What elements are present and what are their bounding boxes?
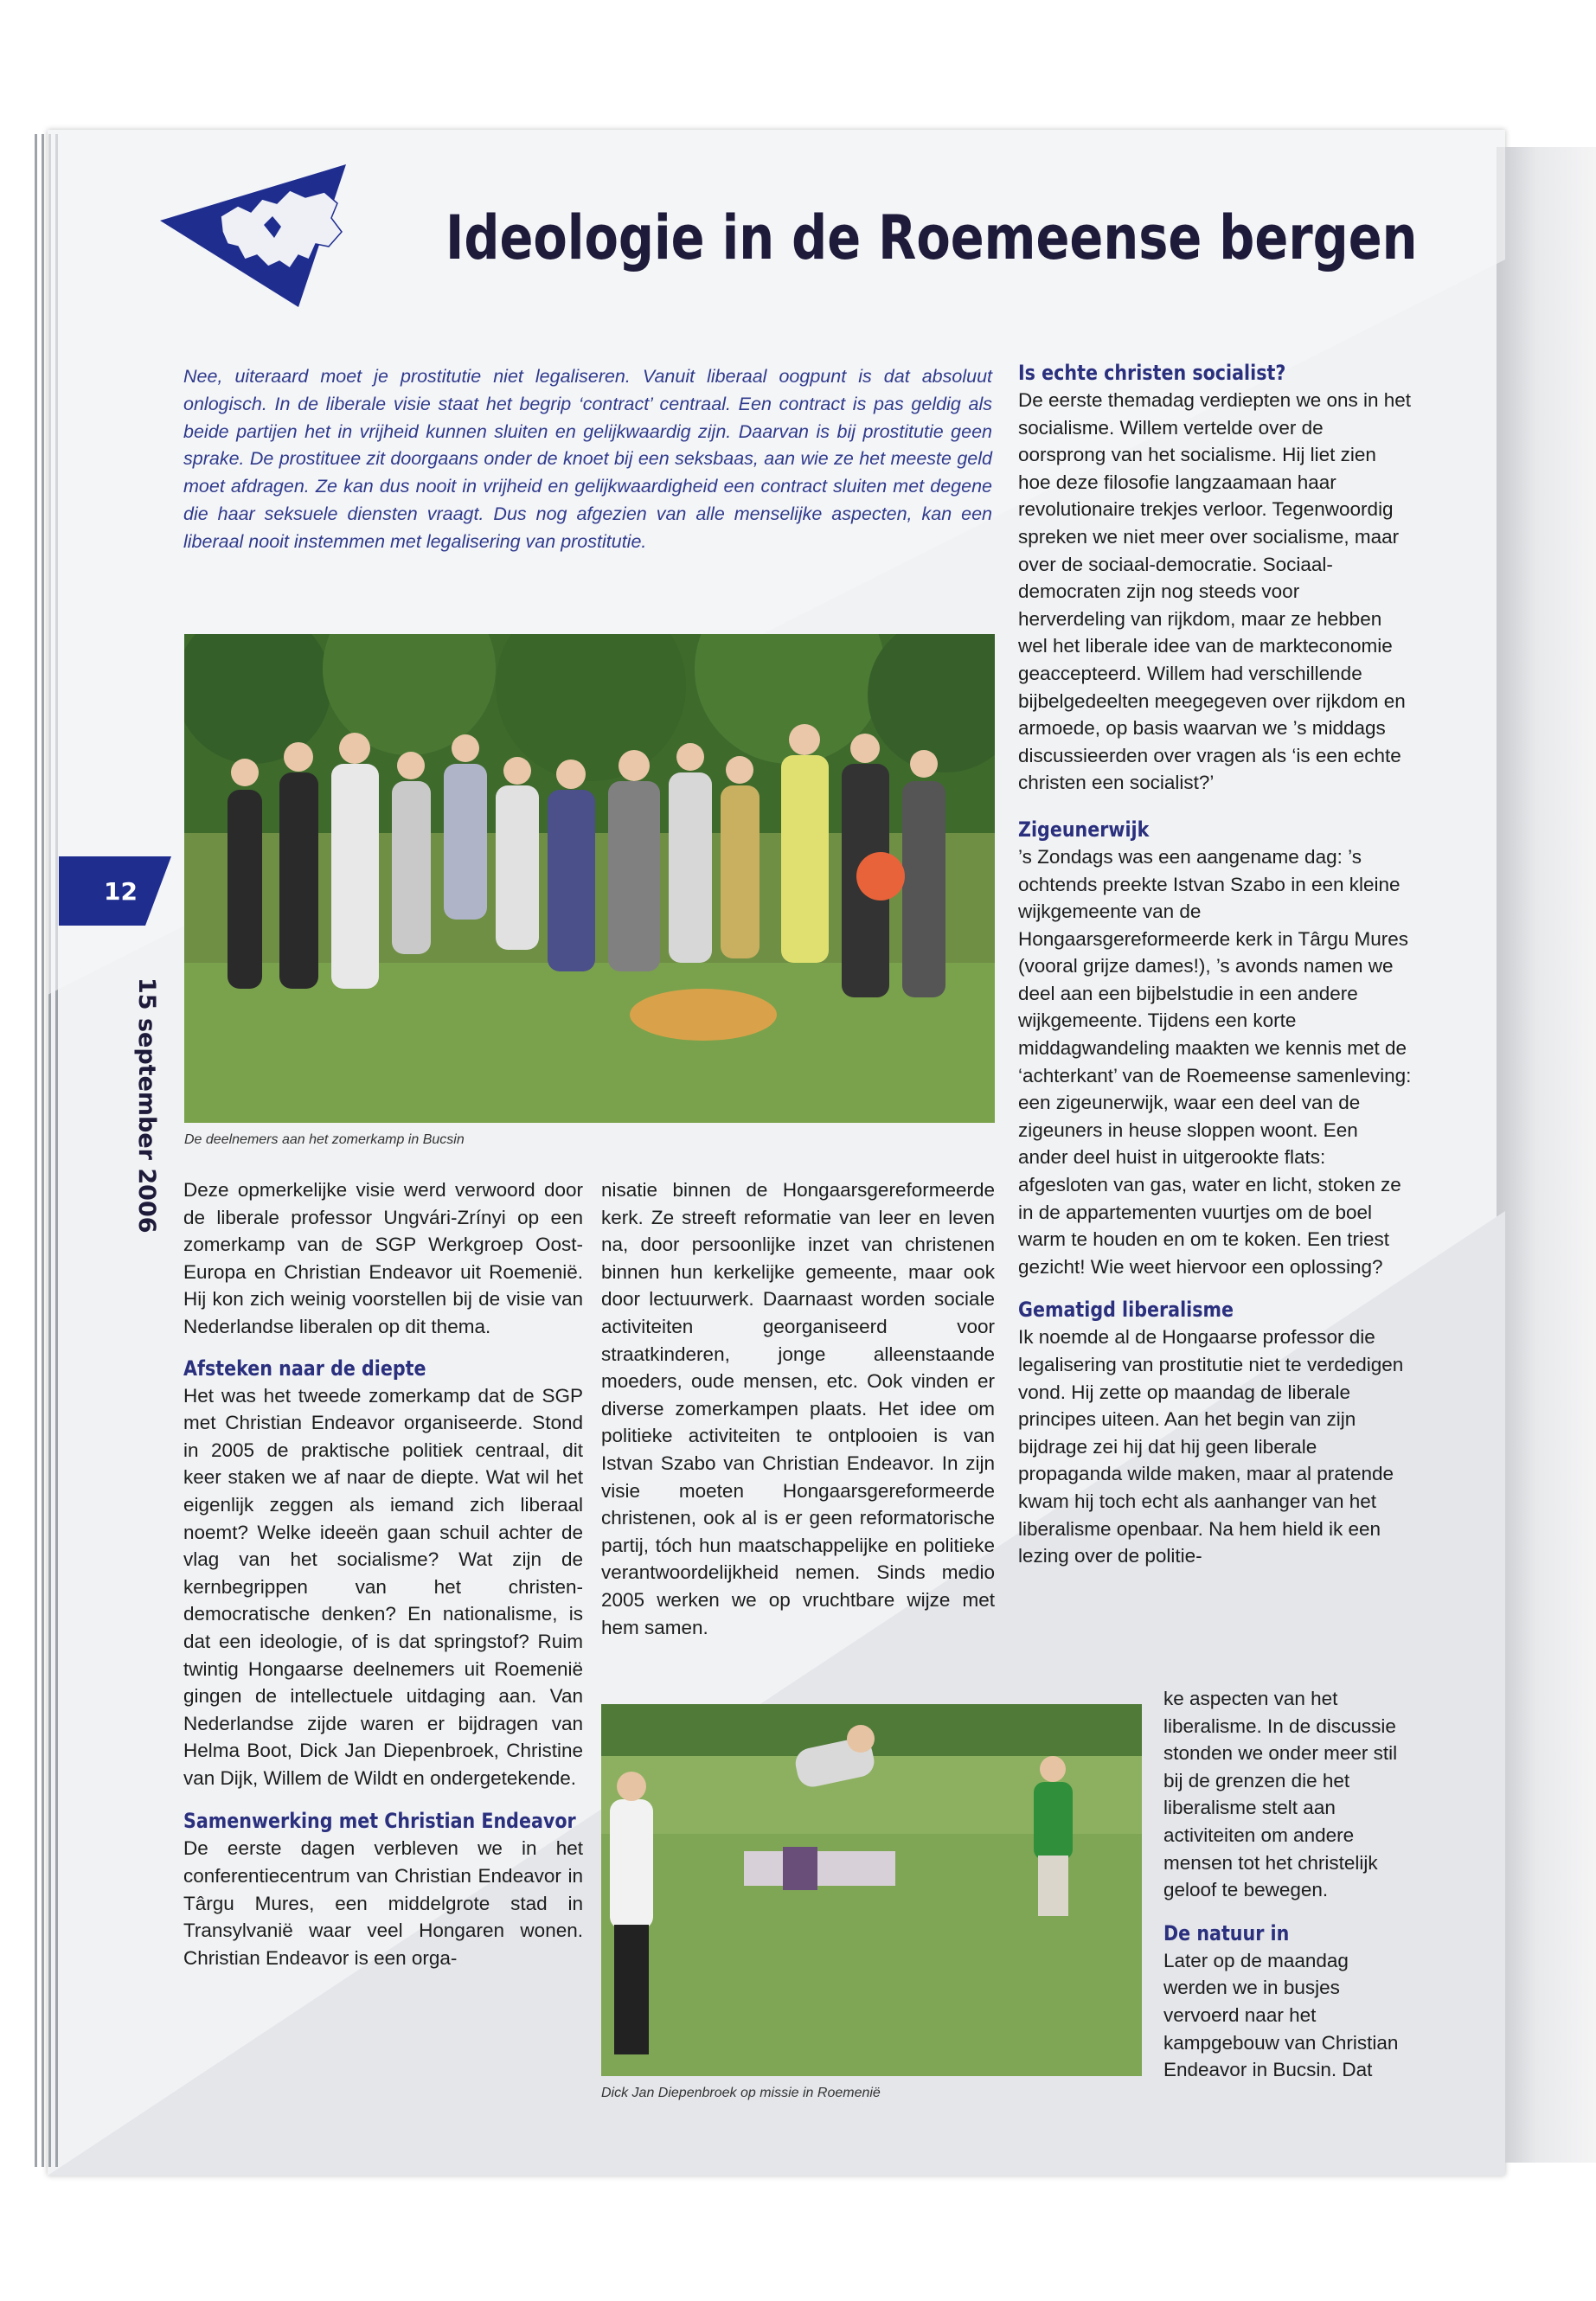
column-1: [183, 1176, 583, 1971]
issue-date-wrapper: [130, 977, 164, 1237]
col1-heading-samenwerking: Samenwerking met Christian Endeavor: [183, 1809, 576, 1834]
col1-heading-afsteken: Afsteken naar de diepte: [183, 1356, 426, 1381]
europe-triangle-logo: [160, 164, 385, 307]
col3-paragraph-1: De eerste themadag verdiepten we ons in het socialisme. Willem vertelde over de oorsprong van het socialisme. Hij liet zien hoe deze filosofie langzaamaan haar revolutionaire trekjes verloor. Tegenwoordig spreken we niet meer over socialisme, maar over de sociaal-democratie. Sociaal-democraten zijn nog steeds voor herverdeling van rijkdom, maar ze hebben wel het liberale idee van de markteconomie geaccepteerd. Willem had verschillende bijbelgedeelten meegegeven over rijkdom en armoede, op basis waarvan we ’s middags discussieerden over vragen als ‘is een echte christen een socialist?’: [1018, 389, 1412, 794]
col1-paragraph-2: Het was het tweede zomerkamp dat de SGP met Christian Endeavor organiseerde. Stond in 2005 de praktische politiek centraal, dit keer staken we af naar de diepte. Wat wil het eigenlijk zeggen als iemand zich liberaal noemt? Welke ideeën gaan schuil achter de vlag van het socialisme? Wat zijn de kernbegrippen van het christen-democratische denken? En nationalisme, is dat een ideologie, of is dat springstof? Ruim twintig Hongaarse deelnemers uit Roemenië gingen de intellectuele uitdaging aan. Van Nederlandse zijde waren er bijdragen van Helma Boot, Dick Jan Diepenbroek, Christine van Dijk, Willem de Wildt en ondergetekende.: [183, 1384, 583, 1789]
article-intro: Nee, uiteraard moet je prostitutie niet legaliseren. Vanuit liberaal oogpunt is dat absoluut onlogisch. In de liberale visie staat het begrip ‘contract’ centraal. Een contract is pas geldig als beide partijen het in vrijheid kunnen sluiten en gelijkwaardig zijn. Daarvan is bij prostitutie geen sprake. De prostituee zit doorgaans onder de knoet bij een seksbaas, aan wie ze het meeste geld moet afdragen. Ze kan dus nooit in vrijheid en gelijkwaardigheid een contract sluiten met degene die haar seksuele diensten vraagt. Dus nog afgezien van alle menselijke aspecten, kan een liberaal nooit instemmen met legalisering van prostitutie.: [183, 366, 992, 552]
issue-date: 15 september 2006: [133, 977, 160, 1234]
col2-paragraph-1: nisatie binnen de Hongaarsgereformeerde kerk. Ze streeft reformatie van leer en leven na, door persoonlijke inzet van christenen binnen hun kerkelijke gemeente, maar ook door lectuurwerk. Daarnaast worden sociale activiteiten georganiseerd voor straatkinderen, jonge alleenstaande moeders, oude mensen, etc. Ook vinden er diverse zomerkampen plaats. Het idee om politieke activiteiten te ontplooien is van Istvan Szabo van Christian Endeavor. In zijn visie moeten Hongaarsgereformeerde christenen, ook al is er geen reformatorische partij, tóch hun maatschappelijke en politieke verantwoordelijkheid nemen. Sinds medio 2005 werken we op vruchtbare wijze met hem samen.: [601, 1179, 995, 1638]
column-3: [1018, 359, 1412, 1570]
column-3-lower: [1163, 1685, 1414, 2084]
col1-paragraph-3: De eerste dagen verbleven we in het conferentiecentrum van Christian Endeavor in Târgu Mures, een middelgrote stad in Transylvanië waar veel Hongaren wonen. Christian Endeavor is een orga-: [183, 1837, 583, 1969]
col3-heading-zigeunerwijk: Zigeunerwijk: [1018, 817, 1150, 842]
col3-heading-liberalisme: Gematigd liberalisme: [1018, 1298, 1234, 1323]
col3-paragraph-3a: Ik noemde al de Hongaarse professor die legalisering van prostitutie niet te verdedigen vond. Hij zette op maandag de liberale principes uiteen. Aan het begin van zijn bijdrage zei hij dat hij geen liberale propaganda wilde maken, maar al pratende kwam hij toch echt als aanhanger van het liberalisme openbaar. Na hem hield ik een lezing over de politie-: [1018, 1326, 1404, 1567]
column-2: [601, 1176, 995, 1641]
page-number: 12: [104, 877, 138, 906]
col3-heading-natuur: De natuur in: [1163, 1920, 1290, 1945]
facing-page-edge: [1497, 147, 1596, 2163]
jump-photo: [601, 1704, 1142, 2076]
col3-paragraph-2: ’s Zondags was een aangename dag: ’s ochtends preekte Istvan Szabo in een kleine wijkgemeente van de Hongaarsgereformeerde kerk in Târgu Mures (vooral grijze dames!), ’s avonds namen we deel aan een bijbelstudie in een andere wijkgemeente. Tijdens een korte middagwandeling maakten we kennis met de ‘achterkant’ van de Roemeense samenleving: een zigeunerwijk, waar een deel van de zigeuners in heuse sloppen woont. Een ander deel huist in uitgerookte flats: afgesloten van gas, water en licht, stoken ze in de appartementen vuurtjes om de boel warm te houden en om te koken. Een triest gezicht! Wie weet hiervoor een oplossing?: [1018, 845, 1412, 1278]
jump-photo-caption: Dick Jan Diepenbroek op missie in Roemenië: [601, 2086, 881, 2100]
col3-paragraph-4: Later op de maandag werden we in busjes vervoerd naar het kampgebouw van Christian Endeavor in Bucsin. Dat: [1163, 1949, 1399, 2081]
col3-paragraph-3b: ke aspecten van het liberalisme. In de discussie stonden we onder meer stil bij de grenzen die het liberalisme stelt aan activiteiten om andere mensen tot het christelijk geloof te bewegen.: [1163, 1688, 1398, 1901]
group-photo: [184, 634, 995, 1123]
col1-paragraph-1: Deze opmerkelijke visie werd verwoord door de liberale professor Ungvári-Zrínyi op een zomerkamp van de SGP Werkgroep Oost-Europa en Christian Endeavor uit Roemenië. Hij kon zich weinig voorstellen bij de visie van Nederlandse liberalen op dit thema.: [183, 1179, 583, 1337]
article-title: Ideologie in de Roemeense bergen: [445, 202, 1418, 273]
group-photo-caption: De deelnemers aan het zomerkamp in Bucsin: [184, 1132, 465, 1147]
col3-heading-socialist: Is echte christen socialist?: [1018, 361, 1286, 385]
